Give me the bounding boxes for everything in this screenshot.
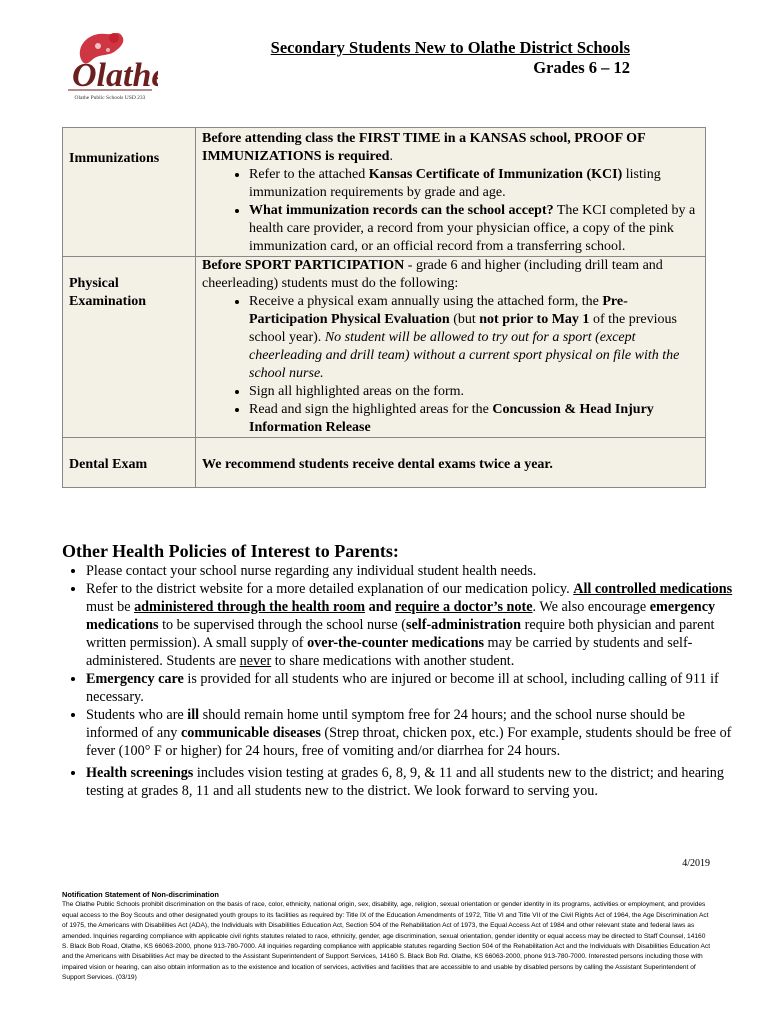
logo-subtext: Olathe Public Schools USD 233 [74, 95, 146, 101]
notice-body: The Olathe Public Schools prohibit discrimination on the basis of race, color, ethnicity, national origin, sex, disability, age, religion, sexual orientation or gender identity in its programs, activities or employment, and provides equal access to the Boy Scouts and other designated youth groups to its facilities as required by: Title IX of the Education Amendments of 1972, Title VI and Title VII of the Civil Rights Act of 1964, the Age Discrimination Act of 1975, the Americans with Disabilities Act (ADA), the Individuals with Disabilities Education Act, Section 504 of the Rehabilitation Act of 1973, the Equal Access Act of 1984 and other relevant state and federal laws as amended. Inquiries regarding compliance with applicable civil rights statutes related to race, ethnicity, gender, age discrimination, sexual orientation, gender identity or equal access may be directed to Staff Counsel, 14160 S. Black Bob Road, Olathe, KS 66063-2000, phone 913-780-7000. All inquiries regarding compliance with applicable statutes regarding Section 504 of the Rehabilitation Act and the Individuals with Disabilities Education Act and the Americans with Disabilities Act may be directed to the Assistant Superintendent of Support Services, 14160 S. Black Bob Rd. Olathe, KS 66063-2000, phone 913-780-7000. Interested persons including those with impaired vision or hearing, can also obtain information as to the existence and location of services, activities and facilities that are accessible to and usable by disabled persons by calling the Assistant Superintendent of Support Services. (03/19) [62, 901, 711, 982]
title-line: Secondary Students New to Olathe District Schools [270, 38, 630, 57]
list-item: • What immunization records can the school accept? The KCI completed by a health care provider, a record from your physician office, a copy of the pink immunization card, or an official record from a transferring school. [249, 202, 699, 256]
policies-heading: Other Health Policies of Interest to Parents: [62, 541, 399, 561]
list-item: • Health screenings includes vision testing at grades 6, 8, 9, & 11 and all students new to the district; and hearing testing at grades 8, 11 and all students new to the district. We look forward to serving you. [86, 764, 734, 800]
list-item: • Emergency care is provided for all students who are injured or become ill at school, including calling of 911 if necessary. [86, 670, 734, 706]
immunizations-row [63, 128, 706, 257]
physical-row [63, 257, 706, 438]
physical-label: Physical Examination [63, 257, 196, 438]
grades-line: Grades 6 – 12 [533, 58, 630, 77]
requirements-table [62, 127, 706, 488]
dental-row [63, 438, 706, 488]
list-item: • Sign all highlighted areas on the form. [249, 383, 699, 401]
notice-heading: Notification Statement of Non-discrimination [62, 890, 219, 899]
list-item: • Refer to the district website for a more detailed explanation of our medication policy. All controlled medications must be administered through the health room and require a doctor’s note. We also encourage emergency medications to be supervised through the school nurse (self-administration require both physician and parent written permission). A small supply of over-the-counter medications may be carried by students and self-administered. Students are never to share medications with another student. [86, 580, 734, 670]
dental-label: Dental Exam [63, 438, 196, 488]
nondiscrimination-notice [62, 890, 712, 984]
policies-list [62, 562, 734, 800]
list-item: • Read and sign the highlighted areas for the Concussion & Head Injury Information Release [249, 401, 699, 437]
olathe-logo [62, 26, 158, 106]
physical-content: Before SPORT PARTICIPATION - grade 6 and higher (including drill team and cheerleading) students must do the following: • Receive a physical exam annually using the attached form, the Pre-Participation Physical Evaluation (but not prior to May 1 of the previous school year). No student will be allowed to try out for a sport (except cheerleading and drill team) without a current sport physical on file with the school nurse. • Sign all highlighted areas on the form. • Read and sign the highlighted areas for the Concussion & Head Injury Information Release [196, 257, 706, 438]
list-item: • Receive a physical exam annually using the attached form, the Pre-Participation Physical Evaluation (but not prior to May 1 of the previous school year). No student will be allowed to try out for a sport (except cheerleading and drill team) without a current sport physical on file with the school nurse. [249, 293, 699, 383]
logo-text: Olathe [72, 57, 158, 94]
immunizations-label: Immunizations [63, 128, 196, 257]
list-item: • Please contact your school nurse regarding any individual student health needs. [86, 562, 734, 580]
page-title [200, 38, 630, 78]
list-item: • Refer to the attached Kansas Certificate of Immunization (KCI) listing immunization requirements by grade and age. [249, 166, 699, 202]
revision-date: 4/2019 [682, 858, 710, 869]
immunizations-content: Before attending class the FIRST TIME in a KANSAS school, PROOF OF IMMUNIZATIONS is required. • Refer to the attached Kansas Certificate of Immunization (KCI) listing immunization requirements by grade and age. • What immunization records can the school accept? The KCI completed by a health care provider, a record from your physician office, a copy of the pink immunization card, or an official record from a transferring school. [196, 128, 706, 257]
dental-content: We recommend students receive dental exams twice a year. [196, 438, 706, 488]
list-item: • Students who are ill should remain home until symptom free for 24 hours; and the school nurse should be informed of any communicable diseases (Strep throat, chicken pox, etc.) For example, students should be free of fever (100° F or higher) for 24 hours, free of vomiting and/or diarrhea for 24 hours. [86, 706, 734, 760]
